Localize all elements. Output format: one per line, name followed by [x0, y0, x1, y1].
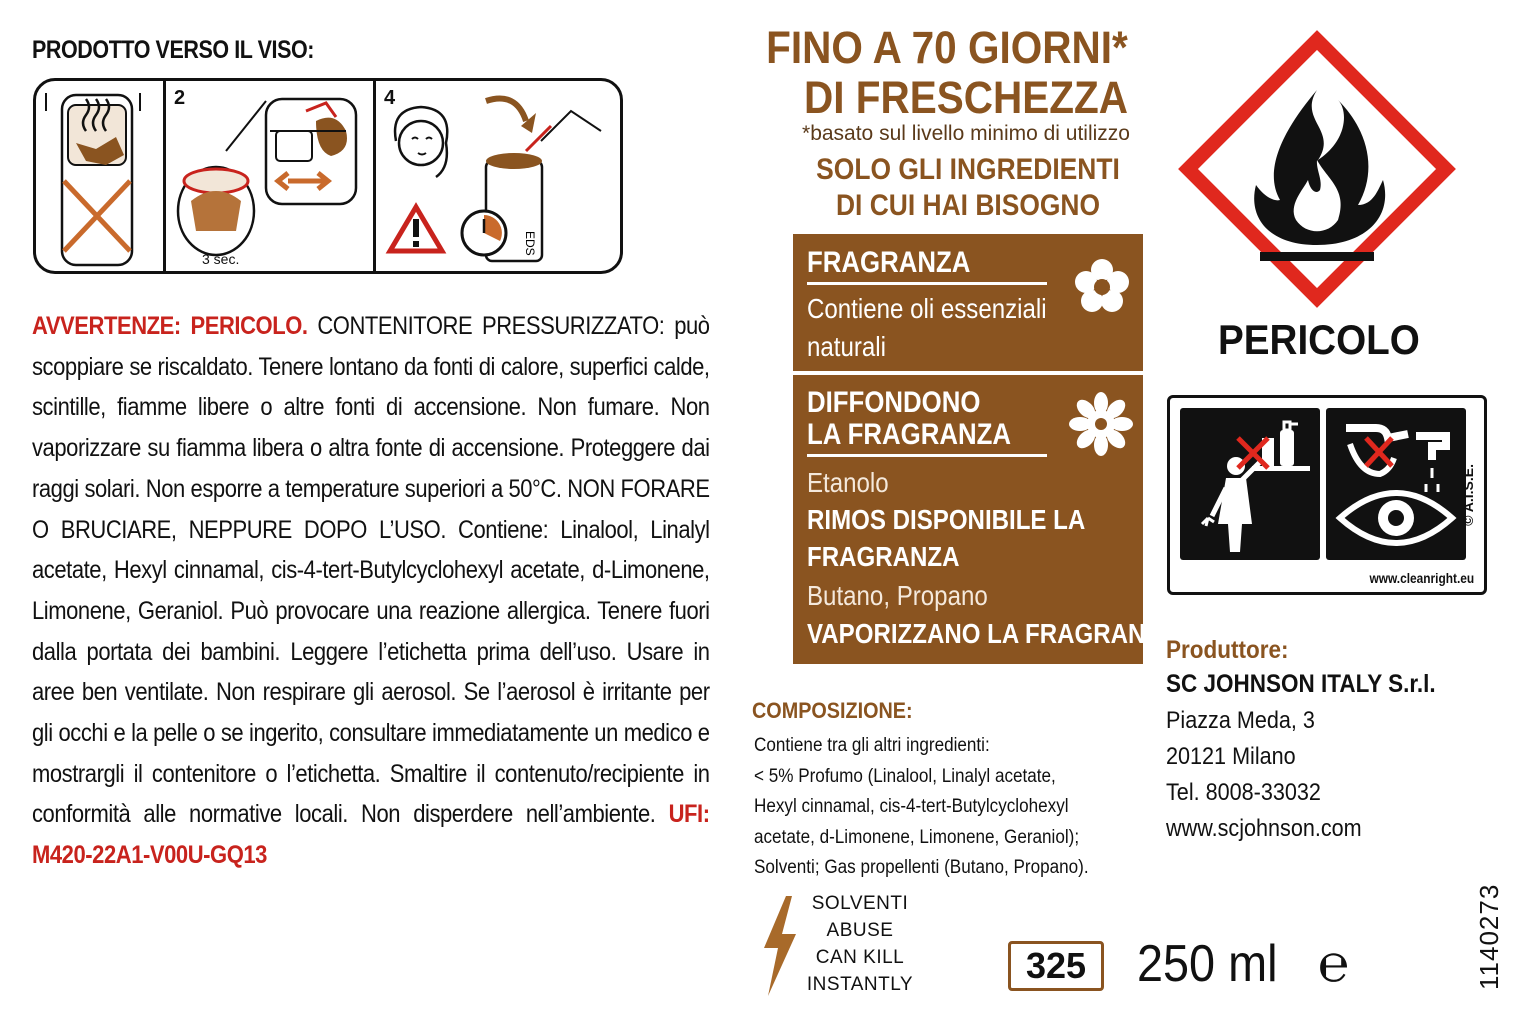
- sun-flower-icon: [1069, 392, 1133, 456]
- warning-text: CONTENITORE PRESSURIZZATO: può scoppiare se riscaldato. Tenere lontano da fonti di calore, superfici calde, scintille, fiamme libere o altre fonti di accensione. Non fumare. Non vaporizzare su fiamma libera o altra fonte di accensione. Proteggere dai raggi solari. Non esporre a temperature superiori a 50°C. NON FORARE O BRUCIARE, NEPPURE DOPO L’USO. Contiene: Linalool, Linalyl acetate, Hexyl cinnamal, cis-4-tert-Butylcyclohexyl acetate, d-Limonene, Limonene, Geraniol. Può provocare una reazione allergica. Tenere fuori dalla portata dei bambini. Leggere l’etichetta prima dell’uso. Usare in aree ben ventilate. Non respirare gli aerosol. Se l’aerosol è irritante per gli occhi e la pelle o se ingerito, consultare immediatamente un medico e mostrargli il contenitore o l’etichetta. Smaltire il contenuto/recipiente in conformità alle normative locali. Non disperdere nell’ambiente.: [32, 312, 710, 829]
- composition-line: Solventi; Gas propellenti (Butano, Propano).: [754, 857, 1089, 878]
- producer-title: Produttore:: [1166, 636, 1289, 664]
- diffuse-title-line-2: LA FRAGRANZA: [807, 418, 1011, 451]
- lightning-icon: [760, 896, 800, 996]
- composition-text: [754, 731, 1089, 884]
- solvent-abuse-warning: [800, 890, 920, 998]
- headline-duration: FINO A 70 GIORNI*: [766, 22, 1128, 73]
- ufi-code: UFI: M420-22A1-V00U-GQ13: [32, 800, 710, 870]
- svg-text:EDS: EDS: [523, 231, 537, 256]
- ingredient-propellants: Butano, Propano: [807, 580, 988, 611]
- section-divider: [793, 371, 1143, 375]
- solvent-line: CAN KILL: [815, 947, 905, 968]
- warning-label: AVVERTENZE: PERICOLO.: [32, 312, 308, 340]
- role-ethanol-line-2: FRAGRANZA: [807, 541, 960, 572]
- solvent-line: INSTANTLY: [806, 974, 914, 995]
- composition-line: Contiene tra gli altri ingredienti:: [754, 735, 990, 756]
- warning-paragraph: [32, 306, 710, 876]
- spray-can-warning-icon: [36, 81, 163, 274]
- do-not-spray-face-icon: [376, 81, 623, 274]
- avoid-eye-contact-icon: [1326, 408, 1466, 560]
- instruction-step-2: [163, 81, 373, 271]
- product-code-box: 325: [1008, 941, 1104, 991]
- ingredient-ethanol: Etanolo: [807, 467, 889, 498]
- flammable-pictogram-icon: [1178, 30, 1456, 308]
- cleanright-url[interactable]: www.cleanright.eu: [1369, 570, 1474, 586]
- role-ethanol-line-1: RIMOS DISPONIBILE LA: [807, 504, 1086, 535]
- hazard-signal-word: PERICOLO: [1218, 316, 1420, 363]
- role-propellants: VAPORIZZANO LA FRAGRANZA: [807, 618, 1178, 649]
- producer-website[interactable]: www.scjohnson.com: [1166, 815, 1362, 842]
- aise-copyright: © A.I.S.E.: [1460, 464, 1476, 526]
- headline-footnote: *basato sul livello minimo di utilizzo: [802, 122, 1130, 145]
- step-duration: 3 sec.: [202, 251, 240, 267]
- composition-line: Hexyl cinnamal, cis-4-tert-Butylcyclohexyl: [754, 796, 1069, 817]
- composition-line: acetate, d-Limonene, Limonene, Geraniol);: [754, 826, 1080, 848]
- composition-line: < 5% Profumo (Linalool, Linalyl acetate,: [754, 765, 1056, 787]
- instructions-panel: [33, 78, 623, 274]
- step-number: 4: [384, 87, 396, 109]
- keep-away-from-children-icon: [1180, 408, 1320, 560]
- headline-freshness: DI FRESCHEZZA: [804, 72, 1128, 123]
- producer-phone: Tel. 8008-33032: [1166, 779, 1321, 806]
- estimated-sign: ℮: [1318, 935, 1350, 993]
- step-number: 2: [174, 87, 186, 109]
- diffuse-title-line-1: DIFFONDONO: [807, 386, 981, 419]
- instruction-step-4: [373, 81, 623, 271]
- producer-address-street: Piazza Meda, 3: [1166, 707, 1315, 734]
- aise-safe-use-box: [1167, 395, 1487, 595]
- flower-icon: [1073, 258, 1131, 316]
- solvent-line: SOLVENTI: [811, 893, 909, 914]
- article-number: 1140273: [1474, 883, 1504, 990]
- fragrance-text-line-2: naturali: [807, 331, 886, 362]
- ingredients-claim: [815, 152, 1121, 224]
- instructions-title: PRODOTTO VERSO IL VISO:: [32, 36, 314, 64]
- instruction-step-1: [36, 81, 163, 271]
- composition-title: COMPOSIZIONE:: [752, 698, 913, 723]
- solvent-line: ABUSE: [826, 920, 894, 941]
- diffuse-rule: [807, 454, 1047, 457]
- fragrance-text-line-1: Contiene oli essenziali: [807, 293, 1047, 324]
- install-refill-icon: [166, 81, 373, 274]
- ingredients-claim-line-1: SOLO GLI INGREDIENTI: [816, 153, 1120, 186]
- fragrance-title: FRAGRANZA: [807, 246, 971, 279]
- producer-name: SC JOHNSON ITALY S.r.l.: [1166, 670, 1436, 698]
- producer-address-city: 20121 Milano: [1166, 743, 1296, 770]
- ingredients-info-box: [793, 234, 1178, 664]
- fragrance-rule: [807, 282, 1047, 285]
- ingredients-claim-line-2: DI CUI HAI BISOGNO: [835, 189, 1100, 222]
- volume-label: 250 ml: [1137, 935, 1278, 993]
